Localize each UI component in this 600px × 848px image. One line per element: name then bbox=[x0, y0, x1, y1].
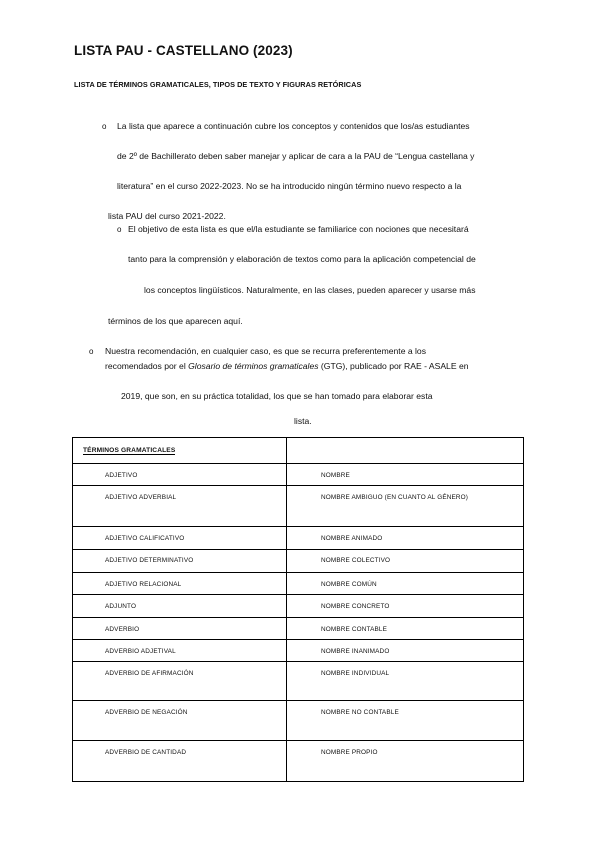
table-header-label: TÉRMINOS GRAMATICALES bbox=[83, 447, 176, 454]
term-right: NOMBRE COLECTIVO bbox=[321, 557, 391, 564]
term-left: ADJETIVO bbox=[105, 472, 138, 479]
bullet-marker: o bbox=[102, 122, 107, 131]
paragraph-1-line-2: de 2º de Bachillerato deben saber manejar y aplicar de cara a la PAU de “Lengua castellana y bbox=[117, 151, 475, 161]
paragraph-1-line-4: lista PAU del curso 2021-2022. bbox=[108, 211, 226, 221]
term-left: ADVERBIO ADJETIVAL bbox=[105, 648, 176, 655]
term-right: NOMBRE CONTABLE bbox=[321, 626, 388, 633]
glossary-title: Glosario de términos gramaticales bbox=[188, 361, 319, 371]
term-left: ADVERBIO DE NEGACIÓN bbox=[105, 709, 188, 716]
table-row bbox=[73, 595, 524, 618]
paragraph-1-line-3: literatura” en el curso 2022-2023. No se ha introducido ningún término nuevo respecto a la bbox=[117, 181, 462, 191]
term-right: NOMBRE AMBIGUO (EN CUANTO AL GÉNERO) bbox=[321, 494, 469, 501]
term-left: ADJUNTO bbox=[105, 603, 137, 610]
table-row bbox=[73, 701, 524, 741]
bullet-marker: o bbox=[89, 347, 94, 356]
table-cell-right bbox=[287, 527, 524, 550]
table-cell-right bbox=[287, 550, 524, 573]
table-cell-right bbox=[287, 662, 524, 701]
term-left: ADVERBIO bbox=[105, 626, 140, 633]
paragraph-2-line-3: los conceptos lingüísticos. Naturalmente, en las clases, pueden aparecer y usarse más bbox=[144, 285, 476, 295]
paragraph-3-line-4: lista. bbox=[294, 416, 312, 426]
table-cell-left bbox=[73, 618, 287, 640]
table-row bbox=[73, 662, 524, 701]
table-row bbox=[73, 640, 524, 662]
term-left: ADJETIVO ADVERBIAL bbox=[105, 494, 177, 501]
table-cell-left bbox=[73, 741, 287, 782]
table-cell-right bbox=[287, 640, 524, 662]
term-left: ADJETIVO RELACIONAL bbox=[105, 581, 182, 588]
term-left: ADVERBIO DE AFIRMACIÓN bbox=[105, 670, 194, 677]
table-cell-right bbox=[287, 595, 524, 618]
table-cell-left bbox=[73, 486, 287, 527]
term-left: ADJETIVO CALIFICATIVO bbox=[105, 535, 185, 542]
table-cell-right bbox=[287, 618, 524, 640]
paragraph-2-line-1: El objetivo de esta lista es que el/la estudiante se familiarice con nociones que necesitará bbox=[128, 224, 469, 234]
paragraph-3-line-3: 2019, que son, en su práctica totalidad, los que se han tomado para elaborar esta bbox=[121, 391, 433, 401]
table-cell-left bbox=[73, 573, 287, 595]
term-right: NOMBRE PROPIO bbox=[321, 749, 378, 756]
table-cell-left bbox=[73, 662, 287, 701]
term-left: ADJETIVO DETERMINATIVO bbox=[105, 557, 194, 564]
grammar-terms-table bbox=[72, 437, 524, 782]
table-cell-left bbox=[73, 550, 287, 573]
table-header-row bbox=[73, 438, 524, 464]
table-cell-left bbox=[73, 595, 287, 618]
table-cell-left bbox=[73, 640, 287, 662]
table-cell-right bbox=[287, 741, 524, 782]
paragraph-3-line-2-end: (GTG), publicado por RAE - ASALE en bbox=[318, 361, 469, 371]
table-row bbox=[73, 550, 524, 573]
table-row bbox=[73, 573, 524, 595]
term-left: ADVERBIO DE CANTIDAD bbox=[105, 749, 187, 756]
paragraph-3-line-2 bbox=[105, 361, 469, 372]
table-cell-right bbox=[287, 486, 524, 527]
page-subtitle: LISTA DE TÉRMINOS GRAMATICALES, TIPOS DE TEXTO Y FIGURAS RETÓRICAS bbox=[74, 80, 362, 89]
term-right: NOMBRE NO CONTABLE bbox=[321, 709, 399, 716]
table-cell-left bbox=[73, 464, 287, 486]
paragraph-1-line-1: La lista que aparece a continuación cubre los conceptos y contenidos que los/as estudiantes bbox=[117, 121, 470, 131]
table-header-cell-empty bbox=[287, 438, 524, 464]
paragraph-2-line-4: términos de los que aparecen aquí. bbox=[108, 316, 243, 326]
term-right: NOMBRE INDIVIDUAL bbox=[321, 670, 390, 677]
term-right: NOMBRE ANIMADO bbox=[321, 535, 383, 542]
table-row bbox=[73, 618, 524, 640]
paragraph-3-line-2-start: recomendados por el bbox=[105, 361, 189, 371]
term-right: NOMBRE bbox=[321, 472, 350, 479]
table-row bbox=[73, 741, 524, 782]
paragraph-3-line-1: Nuestra recomendación, en cualquier caso, es que se recurra preferentemente a los bbox=[105, 346, 427, 356]
term-right: NOMBRE COMÚN bbox=[321, 581, 377, 588]
table-cell-right bbox=[287, 464, 524, 486]
table-header-cell bbox=[73, 438, 287, 464]
page-title: LISTA PAU - CASTELLANO (2023) bbox=[74, 43, 293, 58]
table-cell-right bbox=[287, 573, 524, 595]
term-right: NOMBRE INANIMADO bbox=[321, 648, 390, 655]
table-cell-right bbox=[287, 701, 524, 741]
table-cell-left bbox=[73, 701, 287, 741]
table-row bbox=[73, 527, 524, 550]
term-right: NOMBRE CONCRETO bbox=[321, 603, 390, 610]
table-cell-left bbox=[73, 527, 287, 550]
table-row bbox=[73, 464, 524, 486]
paragraph-2-line-2: tanto para la comprensión y elaboración de textos como para la aplicación competencial de bbox=[128, 254, 476, 264]
bullet-marker: o bbox=[117, 225, 122, 234]
table-row bbox=[73, 486, 524, 527]
